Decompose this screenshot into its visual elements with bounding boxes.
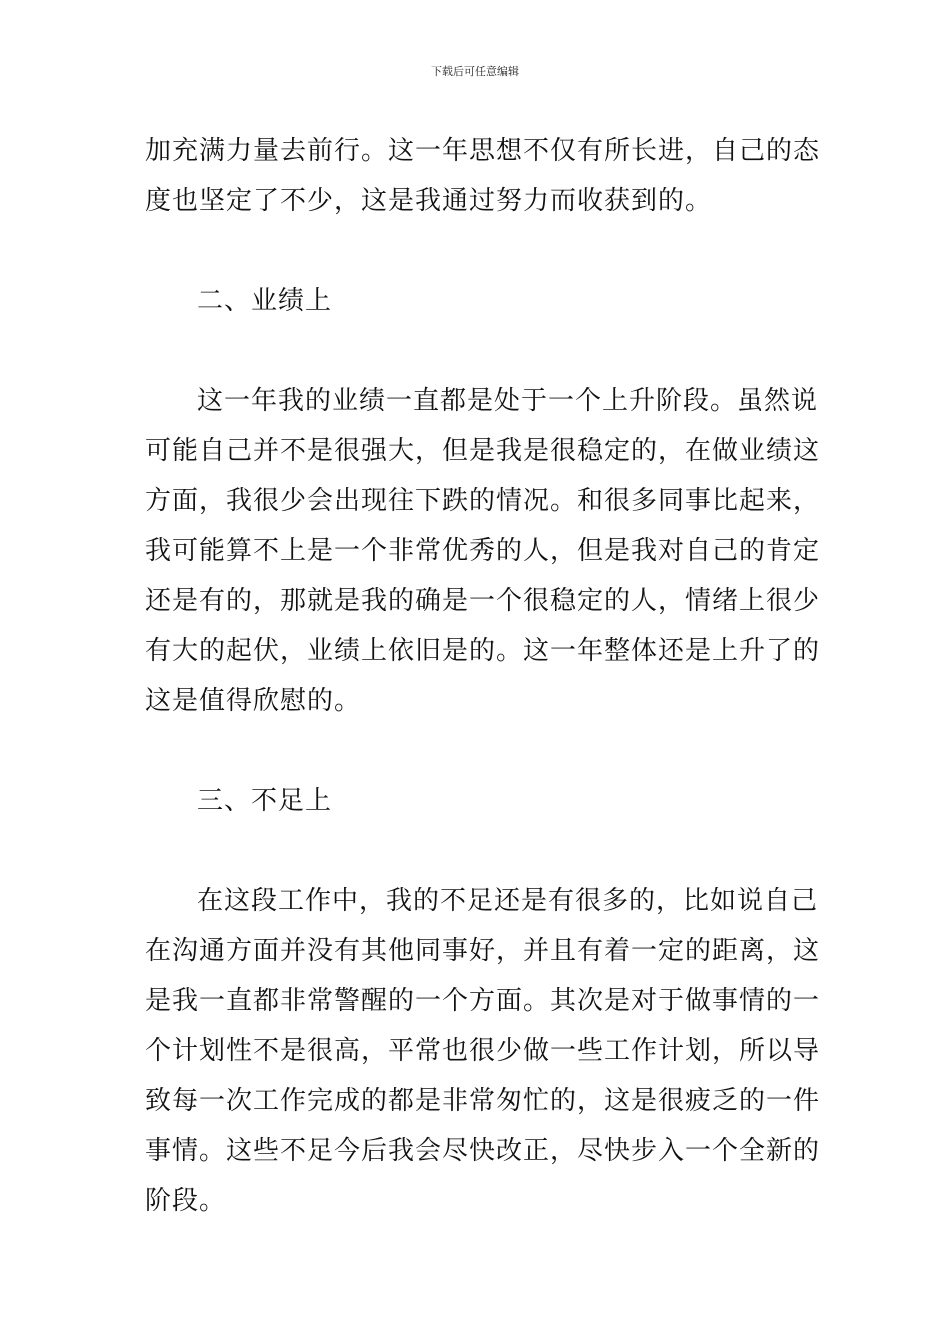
- paragraph-spacer: [145, 226, 810, 276]
- section-heading-performance: 二、业绩上: [197, 286, 333, 316]
- paragraph-performance: [145, 376, 821, 726]
- text-line: 方面，我很少会出现往下跌的情况。和很多同事比起来，: [145, 486, 821, 516]
- text-line: 还是有的，那就是我的确是一个很稳定的人，情绪上很少: [145, 586, 821, 616]
- paragraph-spacer: [145, 826, 810, 876]
- paragraph-spacer: [145, 326, 810, 376]
- text-line: 是我一直都非常警醒的一个方面。其次是对于做事情的一: [145, 986, 821, 1016]
- text-line: 致每一次工作完成的都是非常匆忙的，这是很疲乏的一件: [145, 1086, 821, 1116]
- text-line: 这一年我的业绩一直都是处于一个上升阶段。虽然说: [197, 386, 819, 416]
- text-line: 我可能算不上是一个非常优秀的人，但是我对自己的肯定: [145, 536, 821, 566]
- document-body: [145, 126, 821, 1226]
- text-line: 这是值得欣慰的。: [145, 686, 362, 716]
- paragraph-shortcomings: [145, 876, 821, 1226]
- paragraph-spacer: [145, 726, 810, 776]
- text-line: 可能自己并不是很强大，但是我是很稳定的，在做业绩这: [145, 436, 821, 466]
- text-line: 阶段。: [145, 1186, 227, 1216]
- page-header-note: 下载后可任意编辑: [431, 65, 519, 78]
- text-line: 度也坚定了不少，这是我通过努力而收获到的。: [145, 186, 713, 216]
- section-heading-shortcomings: 三、不足上: [197, 786, 333, 816]
- text-line: 事情。这些不足今后我会尽快改正，尽快步入一个全新的: [145, 1136, 821, 1166]
- text-line: 加充满力量去前行。这一年思想不仅有所长进，自己的态: [145, 136, 821, 166]
- paragraph-intro-continued: [145, 126, 821, 226]
- text-line: 在沟通方面并没有其他同事好，并且有着一定的距离，这: [145, 936, 821, 966]
- text-line: 有大的起伏，业绩上依旧是的。这一年整体还是上升了的: [145, 636, 821, 666]
- text-line: 个计划性不是很高，平常也很少做一些工作计划，所以导: [145, 1036, 821, 1066]
- text-line: 在这段工作中，我的不足还是有很多的，比如说自己: [197, 886, 819, 916]
